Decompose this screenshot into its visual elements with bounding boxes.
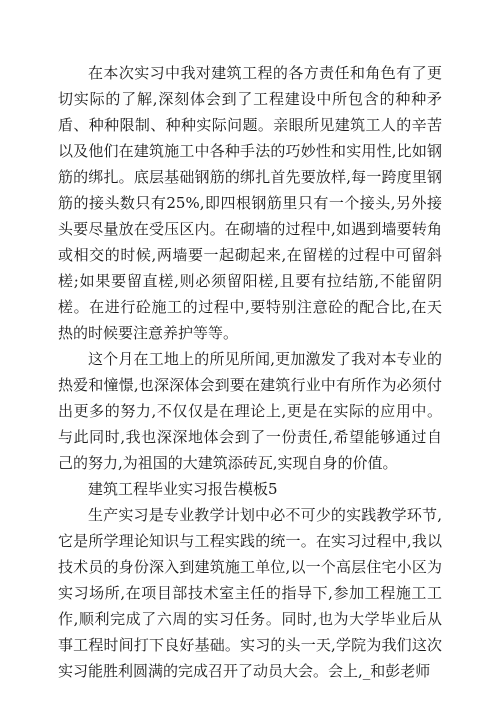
section-heading: 建筑工程毕业实习报告模板5 (88, 480, 278, 498)
body-paragraph-2: 这个月在工地上的所见所闻,更加激发了我对本专业的热爱和憧憬,也深深体会到要在建筑行业中有所作为必须付出更多的努力,不仅仅是在理论上,更是在实际的应用中。与此同时,我也深深地体会到了一份责任,希望能够通过自己的努力,为祖国的大建筑添砖瓦,实现自身的价值。 (58, 350, 442, 472)
body-paragraph-3: 生产实习是专业教学计划中必不可少的实践教学环节,它是所学理论知识与工程实践的统一。在实习过程中,我以技术员的身份深入到建筑施工单位,以一个高层住宅小区为实习场所,在项目部技术室主任的指导下,参加工程施工工作,顺利完成了六周的实习任务。同时,也为大学毕业后从事工程时间打下良好基础。实习的头一天,学院为我们这次实习能胜利圆满的完成召开了动员大会。会上,_和彭老师 (58, 506, 442, 680)
body-paragraph-1: 在本次实习中我对建筑工程的各方责任和角色有了更切实际的了解,深刻体会到了工程建设中所包含的种种矛盾、种种限制、种种实际问题。亲眼所见建筑工人的辛苦以及他们在建筑施工中各种手法的巧妙性和实用性,比如钢筋的绑扎。底层基础钢筋的绑扎首先要放样,每一跨度里钢筋的接头数只有25%,即四根钢筋里只有一个接头,另外接头要尽量放在受压区内。在砌墙的过程中,如遇到墙要转角或相交的时候,两墙要一起砌起来,在留槎的过程中可留斜槎;如果要留直槎,则必须留阳槎,且要有拉结筋,不能留阴槎。在进行砼施工的过程中,要特别注意砼的配合比,在天热的时候要注意养护等等。 (58, 64, 442, 342)
